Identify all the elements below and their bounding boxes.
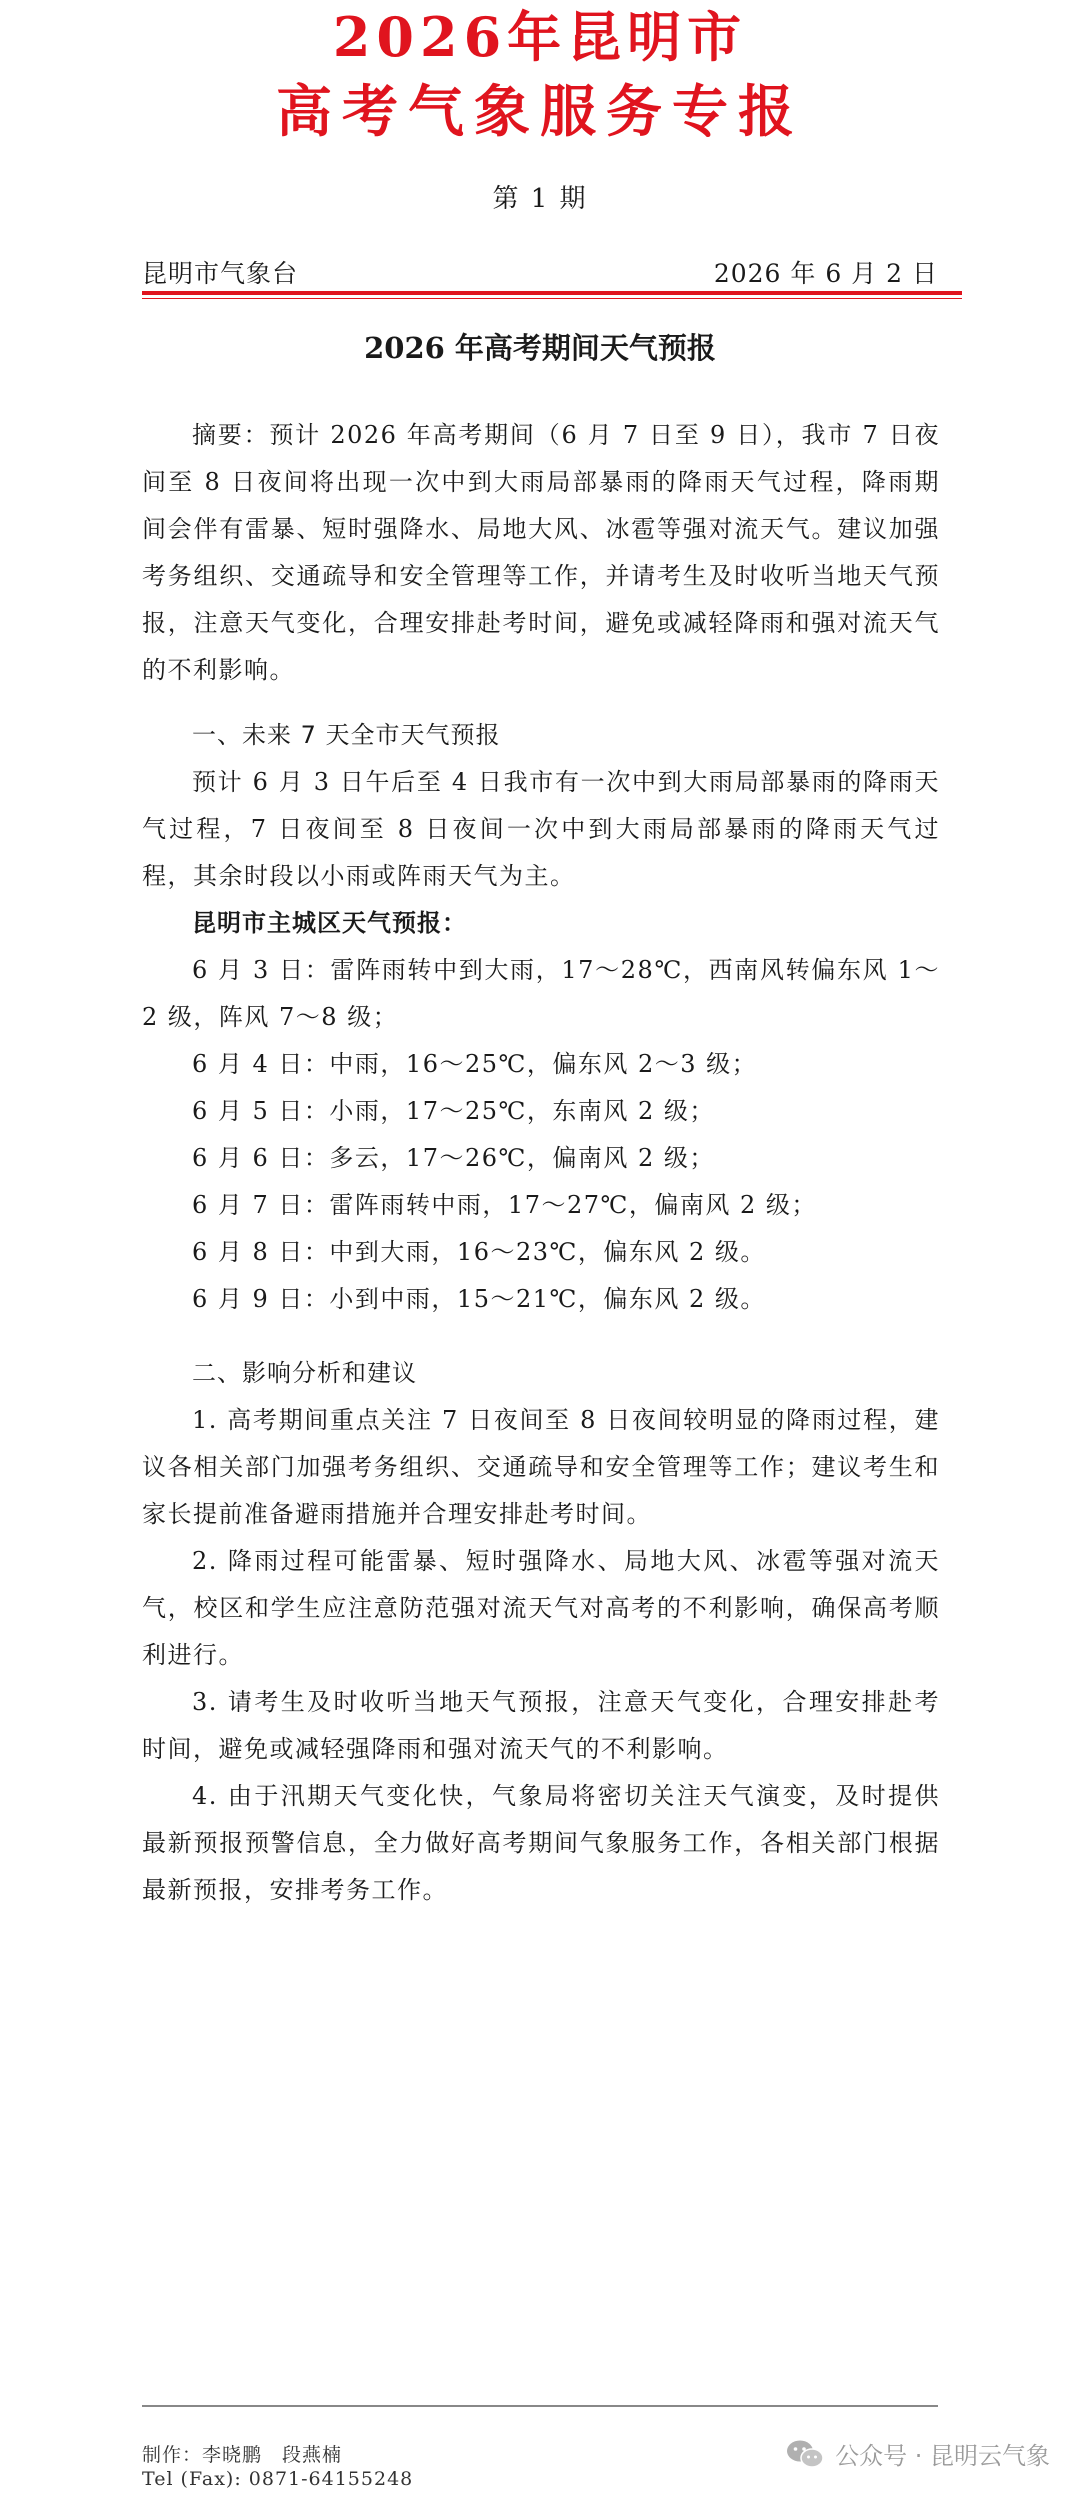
masthead-title-line1: 2026年昆明市 (332, 5, 748, 69)
document-title: 2026 年高考期间天气预报 (364, 331, 716, 365)
watermark (785, 2436, 1050, 2471)
footer-producer: 制作：李晓鹏 段燕楠 (142, 2444, 343, 2466)
advice-item: 3. 请考生及时收听当地天气预报，注意天气变化，合理安排赴考时间，避免或减轻强降雨和强对流天气的不利影响。 (142, 1688, 940, 1763)
agency-name: 昆明市气象台 (142, 259, 299, 288)
section1-heading: 一、未来 7 天全市天气预报 (192, 721, 501, 749)
summary-block (142, 412, 940, 694)
section1-subheading: 昆明市主城区天气预报： (192, 909, 467, 937)
watermark-text: 公众号 · 昆明云气象 (835, 2442, 1050, 2470)
advice-item: 4. 由于汛期天气变化快，气象局将密切关注天气演变，及时提供最新预报预警信息，全力做好高考期间气象服务工作，各相关部门根据最新预报，安排考务工作。 (142, 1782, 940, 1904)
forecast-day: 6 月 5 日：小雨，17～25℃，东南风 2 级； (192, 1097, 715, 1125)
wechat-icon (785, 2439, 825, 2469)
advice-item: 2. 降雨过程可能雷暴、短时强降水、局地大风、冰雹等强对流天气，校区和学生应注意防范强对流天气对高考的不利影响，确保高考顺利进行。 (142, 1547, 940, 1669)
footer-tel: Tel (Fax): 0871-64155248 (142, 2468, 414, 2490)
header-divider-thin (142, 298, 962, 299)
forecast-day: 6 月 7 日：雷阵雨转中雨，17～27℃，偏南风 2 级； (192, 1191, 817, 1219)
section-impact-advice (142, 1350, 940, 1914)
issue-number: 第 1 期 (492, 184, 588, 214)
section2-heading: 二、影响分析和建议 (192, 1359, 417, 1387)
forecast-day: 6 月 9 日：小到中雨，15～21℃，偏东风 2 级。 (192, 1285, 766, 1313)
header-divider-thick (142, 291, 962, 295)
forecast-day: 6 月 4 日：中雨，16～25℃，偏东风 2～3 级； (192, 1050, 758, 1078)
issue-date: 2026 年 6 月 2 日 (713, 259, 938, 288)
summary-paragraph: 摘要：预计 2026 年高考期间（6 月 7 日至 9 日），我市 7 日夜间至 8 日夜间将出现一次中到大雨局部暴雨的降雨天气过程，降雨期间会伴有雷暴、短时强降水、局地大风、冰雹等强对流天气。建议加强考务组织、交通疏导和安全管理等工作，并请考生及时收听当地天气预报，注意天气变化，合理安排赴考时间，避免或减轻降雨和强对流天气的不利影响。 (142, 421, 940, 684)
section-weather-forecast (142, 712, 940, 1323)
forecast-day: 6 月 3 日：雷阵雨转中到大雨，17～28℃，西南风转偏东风 1～2 级，阵风 7～8 级； (142, 956, 940, 1031)
forecast-day: 6 月 6 日：多云，17～26℃，偏南风 2 级； (192, 1144, 715, 1172)
footer-divider (142, 2405, 938, 2407)
masthead-title-line2: 高考气象服务专报 (276, 79, 804, 145)
forecast-day: 6 月 8 日：中到大雨，16～23℃，偏东风 2 级。 (192, 1238, 766, 1266)
header-meta (142, 254, 938, 290)
section1-paragraph: 预计 6 月 3 日午后至 4 日我市有一次中到大雨局部暴雨的降雨天气过程，7 日夜间至 8 日夜间一次中到大雨局部暴雨的降雨天气过程，其余时段以小雨或阵雨天气为主。 (142, 768, 940, 890)
advice-item: 1. 高考期间重点关注 7 日夜间至 8 日夜间较明显的降雨过程，建议各相关部门加强考务组织、交通疏导和安全管理等工作；建议考生和家长提前准备避雨措施并合理安排赴考时间。 (142, 1406, 940, 1528)
